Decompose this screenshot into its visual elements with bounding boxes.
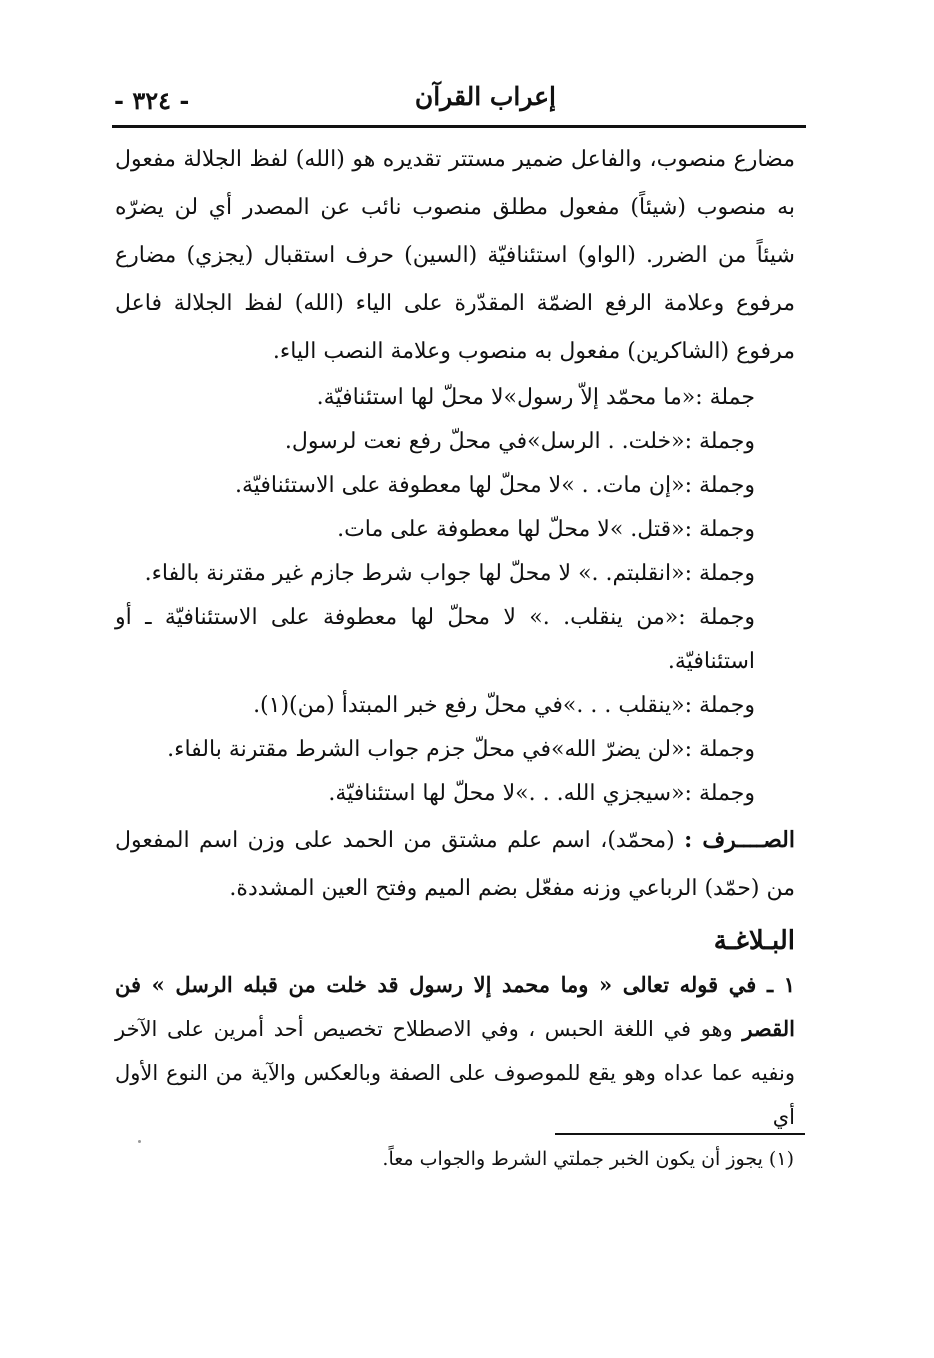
sarf-text: (محمّد)، اسم علم مشتق من الحمد على وزن اسم المفعول من (حمّد) الرباعي وزنه مفعّل بضم الميم وفتح العين المشددة. <box>115 828 795 901</box>
main-text <box>115 136 795 1139</box>
list-item: وجملة :«قتل. »لا محلّ لها معطوفة على مات. <box>337 517 755 542</box>
list-item: وجملة :«انقلبتم. .» لا محلّ لها جواب شرط جازم غير مقترنة بالفاء. <box>144 561 755 586</box>
page-header <box>110 78 806 122</box>
running-title: إعراب القرآن <box>414 82 556 111</box>
balagha-heading: البـلاغـة <box>713 926 795 956</box>
header-rule <box>112 125 806 128</box>
balagha-item-text: وهو في اللغة الحبس ، وفي الاصطلاح تخصيص أحد أمرين على الآخر ونفيه عما عداه وهو يقع للموصوف على الصفة وبالعكس والآية من النوع الأول أي <box>115 1017 795 1129</box>
list-item: وجملة :«من ينقلب. .» لا محلّ لها معطوفة على الاستئنافيّة ـ أو استئنافيّة. <box>115 605 755 674</box>
footnote: (١) يجوز أن يكون الخبر جملتي الشرط والجواب معاً. <box>382 1148 794 1170</box>
sarf-paragraph <box>115 816 795 913</box>
list-item: وجملة :«إن مات. . »لا محلّ لها معطوفة على الاستئنافيّة. <box>234 473 755 498</box>
print-speck <box>138 1140 141 1143</box>
list-item: جملة :«ما محمّد إلاّ رسول»لا محلّ لها استئنافيّة. <box>316 385 755 410</box>
list-item: وجملة :«لن يضرّ الله»في محلّ جزم جواب الشرط مقترنة بالفاء. <box>167 737 755 762</box>
list-item: وجملة :«خلت. . الرسل»في محلّ رفع نعت لرسول. <box>284 429 755 454</box>
footnote-rule <box>555 1133 805 1135</box>
page-number: - ٣٢٤ - <box>114 86 190 115</box>
list-item: وجملة :«ينقلب . . .»في محلّ رفع خبر المبتدأ (من)(١). <box>253 693 755 718</box>
sentence-analysis-list <box>115 376 795 816</box>
balagha-paragraph <box>115 963 795 1139</box>
list-item: وجملة :«سيجزي الله. . .»لا محلّ لها استئنافيّة. <box>328 781 755 806</box>
sarf-label: الصــــرف : <box>684 827 796 853</box>
intro-paragraph: مضارع منصوب، والفاعل ضمير مستتر تقديره هو (الله) لفظ الجلالة مفعول به منصوب (شيئاً) مفعول مطلق منصوب نائب عن المصدر أي لن يضرّه شيئاً من الضرر. (الواو) استئنافيّة (السين) حرف استقبال (يجزي) مضارع مرفوع وعلامة الرفع الضمّة المقدّرة على الياء (الله) لفظ الجلالة فاعل مرفوع (الشاكرين) مفعول به منصوب وعلامة النصب الياء. <box>115 147 795 364</box>
balagha-item-lead: ١ ـ في قوله تعالى « وما محمد إلا رسول قد خلت من قبله الرسل » فن القصر <box>115 972 795 1041</box>
